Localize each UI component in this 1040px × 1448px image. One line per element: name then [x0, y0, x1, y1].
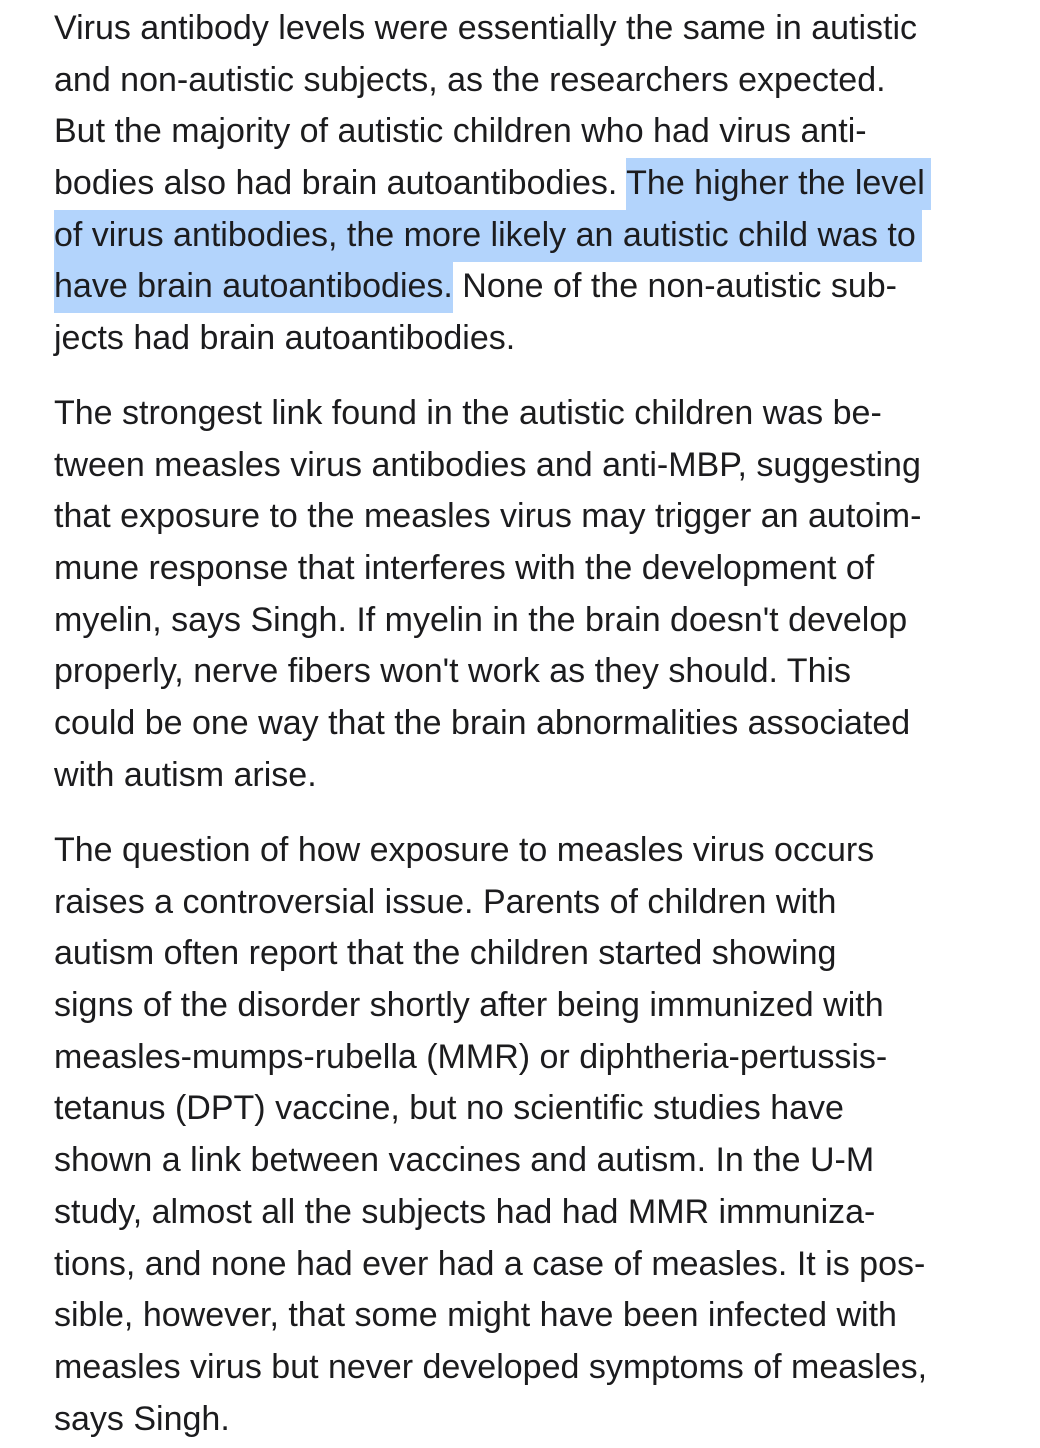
text-line	[54, 1032, 927, 1084]
line-text: The question of how exposure to measles virus occurs	[54, 831, 875, 869]
line-text: bodies also had brain autoantibodies.	[54, 164, 627, 203]
line-text: autism often report that the children started showing	[54, 934, 837, 973]
text-line	[54, 543, 921, 595]
text-line	[54, 646, 921, 698]
selected-text[interactable]: have brain autoantibodies.	[54, 261, 453, 313]
line-text: myelin, says Singh. If myelin in the brain doesn't develop	[54, 600, 908, 639]
text-line	[54, 1135, 927, 1187]
text-line	[54, 3, 931, 55]
text-line	[54, 1187, 927, 1239]
paragraph-measles-link	[54, 388, 921, 802]
line-text: But the majority of autistic children who had virus anti-	[54, 112, 867, 151]
text-line	[54, 491, 921, 543]
text-line	[54, 980, 927, 1032]
line-text: mune response that interferes with the development of	[54, 549, 875, 588]
text-line	[54, 440, 921, 492]
paragraph-vaccine-controversy	[54, 825, 927, 1445]
text-line	[54, 877, 927, 929]
line-text: sible, however, that some might have been infected with	[54, 1296, 897, 1335]
line-text: The strongest link found in the autistic children was be-	[54, 394, 882, 432]
text-line	[54, 55, 931, 107]
text-line	[54, 210, 931, 262]
line-text: signs of the disorder shortly after being immunized with	[54, 986, 884, 1025]
text-line	[54, 313, 931, 365]
line-text: tetanus (DPT) vaccine, but no scientific studies have	[54, 1089, 844, 1128]
line-text: jects had brain autoantibodies.	[54, 319, 516, 358]
line-text: None of the non-autistic sub-	[452, 267, 898, 306]
text-line	[54, 595, 921, 647]
line-text: measles virus but never developed symptoms of measles,	[54, 1347, 928, 1386]
text-line	[54, 1342, 927, 1394]
line-text: that exposure to the measles virus may trigger an autoim-	[54, 497, 922, 536]
text-line	[54, 1394, 927, 1446]
selected-text[interactable]: The higher the level	[626, 158, 931, 210]
line-text: study, almost all the subjects had had MMR immuniza-	[54, 1192, 876, 1231]
text-line	[54, 825, 927, 877]
text-line	[54, 106, 931, 158]
line-text: properly, nerve fibers won't work as they should. This	[54, 652, 852, 691]
text-line	[54, 261, 931, 313]
line-text: says Singh.	[54, 1399, 230, 1438]
line-text: could be one way that the brain abnormalities associated	[54, 704, 911, 743]
text-line	[54, 388, 921, 440]
text-line	[54, 1290, 927, 1342]
text-line	[54, 1083, 927, 1135]
text-line	[54, 698, 921, 750]
selected-text[interactable]: of virus antibodies, the more likely an autistic child was to	[54, 210, 922, 262]
line-text: and non-autistic subjects, as the researchers expected.	[54, 60, 886, 99]
line-text: shown a link between vaccines and autism. In the U-M	[54, 1141, 875, 1180]
text-line	[54, 158, 931, 210]
text-line	[54, 928, 927, 980]
line-text: with autism arise.	[54, 755, 317, 794]
line-text: Virus antibody levels were essentially the same in autistic	[54, 9, 918, 47]
paragraph-virus-antibodies	[54, 3, 931, 365]
line-text: raises a controversial issue. Parents of children with	[54, 882, 837, 921]
text-line	[54, 1239, 927, 1291]
line-text: measles-mumps-rubella (MMR) or diphtheria-pertussis-	[54, 1037, 888, 1076]
line-text: tween measles virus antibodies and anti-MBP, suggesting	[54, 445, 921, 484]
text-line	[54, 750, 921, 802]
line-text: tions, and none had ever had a case of measles. It is pos-	[54, 1244, 926, 1283]
